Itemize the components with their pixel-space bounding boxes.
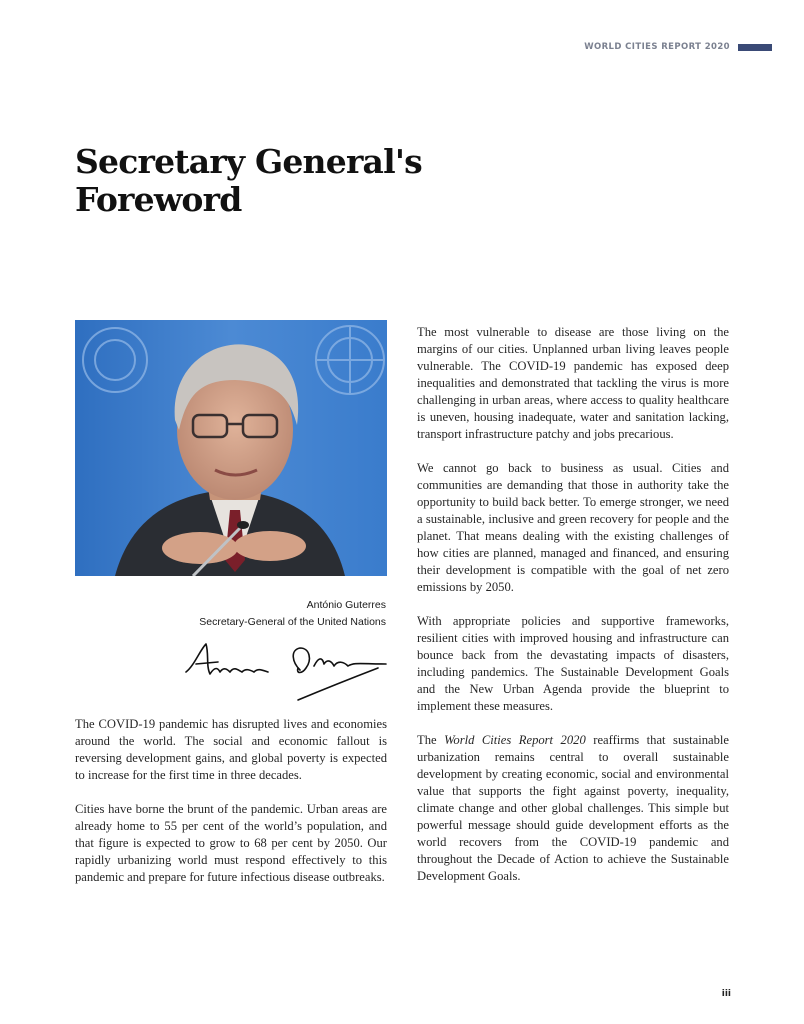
caption-role: Secretary-General of the United Nations [199,616,386,628]
handwritten-signature [182,636,392,708]
left-column-text [75,716,387,903]
caption-name: António Guterres [306,599,386,611]
title-line-1: Secretary General's [75,142,422,181]
paragraph: Cities have borne the brunt of the pandemic. Urban areas are already home to 55 per cent of the world’s population, and that figure is expected to grow to 68 per cent by 2050. Our rapidly urbanizing world must respond effectively to this pandemic and prepare for future infectious disease outbreaks. [75,802,387,884]
header-accent-bar [738,44,772,51]
right-column-text [417,324,729,902]
paragraph: The COVID-19 pandemic has disrupted lives and economies around the world. The social and economic fallout is reversing development gains, and global poverty is expected to increase for the first time in three decades. [75,717,387,782]
portrait-photo [75,320,387,576]
paragraph: With appropriate policies and supportive frameworks, resilient cities with improved housing and infrastructure can bounce back from the devastating impacts of disasters, including pandemics. The Sustainable Development Goals and the New Urban Agenda provide the blueprint to implement these measures. [417,614,729,713]
title-line-2: Foreword [75,180,242,219]
page-number: iii [721,989,731,999]
running-header: WORLD CITIES REPORT 2020 [584,42,730,52]
page-title [75,143,495,219]
paragraph-text: The [417,733,445,747]
paragraph [417,732,729,885]
paragraph: The most vulnerable to disease are those living on the margins of our cities. Unplanned urban living leaves people vulnerable. The COVID-19 pandemic has exposed deep inequalities and demonstrated that tackling the virus is more challenging in urban areas, where access to quality healthcare is uneven, housing inadequate, water and sanitation lacking, transport infrastructure patchy and jobs precarious. [417,325,729,441]
paragraph: We cannot go back to business as usual. Cities and communities are demanding that those in authority take the opportunity to build back better. To emerge stronger, we need a sustainable, inclusive and green recovery for people and the planet. That means dealing with the existing challenges of how cities are planned, managed and financed, and ensuring their development is compatible with the goal of net zero emissions by 2050. [417,461,729,594]
paragraph-text: reaffirms that sustainable urbanization remains central to overall sustainable development by creating economic, social and environmental value that supports the fight against poverty, inequality, climate change and other global challenges. This simple but powerful message should guide development efforts as the world recovers from the COVID-19 pandemic and throughout the Decade of Action to achieve the Sustainable Development Goals. [417,733,729,883]
report-title-italic: World Cities Report 2020 [444,733,586,747]
